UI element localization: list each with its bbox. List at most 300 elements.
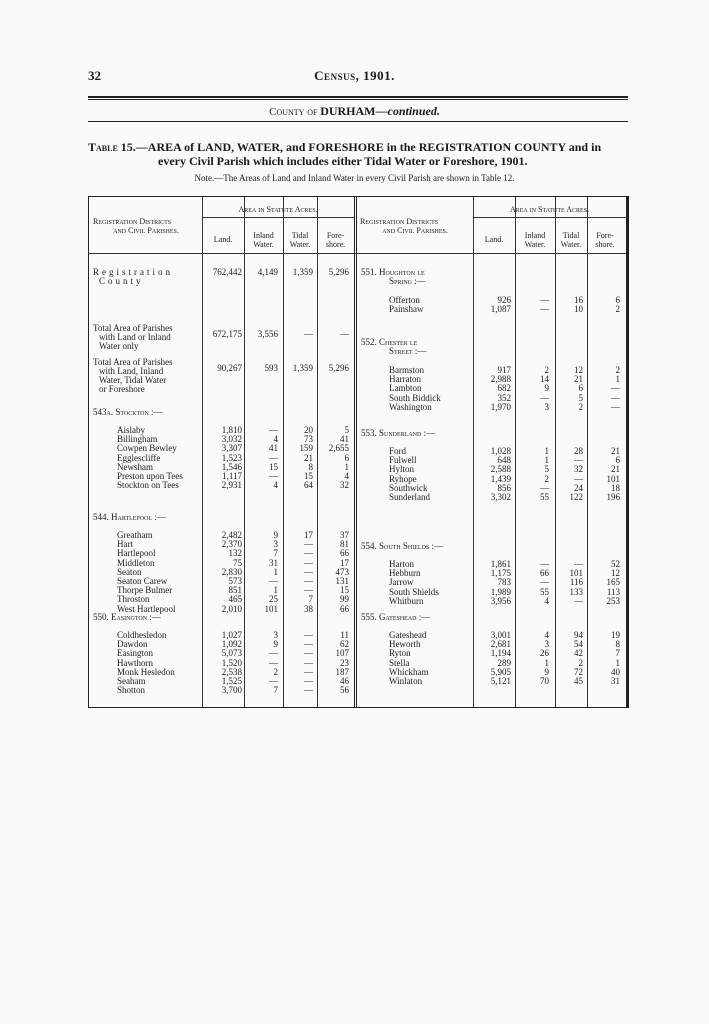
parish-cell-land: 856 <box>497 482 511 493</box>
parish-cell-tidal: 32 <box>574 464 583 475</box>
parish-cell-land: 2,830 <box>221 566 242 577</box>
header-tidal-2-right: Water. <box>560 240 582 249</box>
parish-cell-fore: 107 <box>335 648 349 659</box>
parish-cell-fore: 165 <box>606 577 620 588</box>
parish-cell-tidal: — <box>304 666 313 677</box>
group-rule <box>473 217 626 218</box>
header-bottom-rule <box>89 253 626 254</box>
parish-name: Hawthorn <box>117 657 153 668</box>
parish-cell-land: 3,307 <box>221 443 242 454</box>
summary-cell-fore: 5,296 <box>328 267 349 277</box>
parish-cell-tidal: — <box>304 685 313 696</box>
parish-name: Whitburn <box>389 595 424 606</box>
mid-rule <box>354 197 357 707</box>
parish-cell-inland: — <box>269 576 278 586</box>
parish-cell-inland: 1 <box>544 446 549 456</box>
parish-name: Offerton <box>389 295 420 305</box>
parish-cell-fore: 66 <box>340 548 349 559</box>
parish-cell-land: 352 <box>497 392 511 403</box>
table-title-line-1: —AREA of LAND, WATER, and FORESHORE in the REGISTRATION COUNTY and in <box>135 140 602 154</box>
group-rule <box>202 217 354 218</box>
parish-cell-fore: 473 <box>335 566 349 577</box>
parish-name: West Hartlepool <box>117 603 176 614</box>
section-heading: 552. Chester le <box>361 337 418 347</box>
parish-cell-land: 648 <box>497 455 511 466</box>
header-rule <box>88 96 628 98</box>
parish-cell-land: 1,092 <box>221 639 242 650</box>
parish-cell-inland: 3 <box>544 639 549 650</box>
parish-cell-tidal: 2 <box>578 657 583 668</box>
parish-cell-land: 682 <box>497 383 511 394</box>
parish-name: Southwick <box>389 482 428 493</box>
parish-name: Lambton <box>389 383 422 394</box>
parish-cell-inland: 9 <box>273 639 278 650</box>
parish-cell-land: 2,988 <box>490 374 511 385</box>
parish-name: Easington <box>117 648 153 659</box>
parish-name: Monk Hesledon <box>117 666 175 677</box>
county-prefix: County of <box>269 106 318 118</box>
parish-cell-inland: 3 <box>544 401 549 412</box>
parish-name: Washington <box>389 401 432 412</box>
parish-cell-inland: 3 <box>273 539 278 550</box>
parish-cell-tidal: 94 <box>574 630 583 640</box>
parish-cell-fore: 6 <box>344 452 349 463</box>
table-note: Note.—The Areas of Land and Inland Water in every Civil Parish are shown in Table 12. <box>194 173 515 183</box>
table-label: Table 15. <box>88 140 136 154</box>
parish-cell-fore: 5 <box>344 425 349 435</box>
parish-cell-fore: 17 <box>340 557 349 568</box>
header-rule-thin <box>88 99 628 100</box>
parish-name: Hartlepool <box>117 548 156 559</box>
parish-cell-tidal: — <box>304 566 313 577</box>
parish-cell-land: 1,439 <box>490 473 511 484</box>
parish-name: Dawdon <box>117 639 148 650</box>
parish-cell-tidal: 8 <box>308 461 313 472</box>
parish-cell-land: 3,956 <box>490 595 511 606</box>
parish-cell-tidal: 2 <box>578 401 583 412</box>
parish-name: Barmston <box>389 365 424 375</box>
parish-cell-land: 289 <box>497 657 511 668</box>
header-fore-1: Fore- <box>326 231 345 240</box>
parish-name: Hart <box>117 539 133 550</box>
summary-label: with Land, Inland <box>99 366 164 376</box>
summary-cell-inland: 4,149 <box>257 267 278 277</box>
parish-cell-inland: 26 <box>540 648 549 659</box>
parish-cell-fore: 101 <box>606 473 620 484</box>
summary-cell-tidal: 1,359 <box>292 363 313 373</box>
parish-cell-fore: 4 <box>344 471 349 481</box>
summary-label: with Land or Inland <box>99 332 171 342</box>
parish-name: Harton <box>389 559 414 569</box>
summary-cell-inland: 593 <box>264 363 278 373</box>
parish-cell-tidal: — <box>304 657 313 668</box>
parish-cell-tidal: 133 <box>569 586 583 597</box>
parish-cell-tidal: — <box>304 630 313 640</box>
parish-cell-tidal: — <box>304 676 313 686</box>
parish-cell-fore: 23 <box>340 657 349 668</box>
parish-cell-land: 5,905 <box>490 666 511 677</box>
parish-cell-inland: — <box>269 471 278 481</box>
section-heading: 553. Sunderland :— <box>361 428 436 438</box>
page-number: 32 <box>88 68 101 83</box>
parish-name: Preston upon Tees <box>117 471 183 481</box>
parish-cell-land: 1,989 <box>490 586 511 597</box>
parish-cell-fore: — <box>611 392 620 403</box>
parish-name: Middleton <box>117 557 155 568</box>
parish-cell-fore: 253 <box>606 595 620 606</box>
parish-cell-inland: — <box>540 304 549 315</box>
parish-name: Fulwell <box>389 455 417 466</box>
summary-label: Water, Tidal Water <box>99 375 167 385</box>
summary-cell-land: 90,267 <box>217 363 242 373</box>
section-heading: 544. Hartlepool :— <box>93 512 166 522</box>
section-heading: 554. South Shields :— <box>361 541 444 551</box>
summary-label: Registration <box>93 267 173 277</box>
section-heading-2: Spring :— <box>389 276 426 286</box>
section-heading: 551. Houghton le <box>361 267 425 277</box>
county-name: DURHAM <box>320 104 376 118</box>
parish-cell-tidal: 16 <box>574 295 583 305</box>
parish-cell-tidal: 72 <box>574 666 583 677</box>
parish-cell-fore: 187 <box>335 666 349 677</box>
parish-cell-land: 3,302 <box>490 492 511 502</box>
parish-cell-land: 1,810 <box>221 425 242 435</box>
parish-cell-inland: 4 <box>273 480 278 491</box>
parish-cell-inland: 9 <box>544 666 549 677</box>
parish-cell-land: 132 <box>228 548 242 559</box>
parish-name: Egglescliffe <box>117 452 161 463</box>
parish-cell-fore: 56 <box>340 685 349 696</box>
parish-cell-land: 1,861 <box>490 559 511 569</box>
parish-name: Whickham <box>389 666 429 677</box>
parish-cell-fore: 2 <box>615 304 620 315</box>
parish-cell-tidal: — <box>574 595 583 606</box>
parish-cell-tidal: 7 <box>308 594 313 605</box>
summary-cell-land: 762,442 <box>212 267 242 277</box>
parish-cell-fore: 81 <box>340 539 349 550</box>
table-title-line-2: every Civil Parish which includes either Tidal Water or Foreshore, 1901. <box>158 154 528 168</box>
parish-name: Seaton <box>117 566 142 577</box>
parish-cell-tidal: 12 <box>574 365 583 375</box>
parish-cell-land: 2,588 <box>490 464 511 475</box>
header-districts-2: and Civil Parishes. <box>113 226 179 235</box>
parish-cell-land: 783 <box>497 577 511 588</box>
parish-cell-inland: — <box>269 657 278 668</box>
parish-cell-fore: 6 <box>615 455 620 466</box>
parish-name: South Shields <box>389 586 439 597</box>
parish-cell-tidal: — <box>304 648 313 659</box>
parish-cell-land: 926 <box>497 295 511 305</box>
parish-cell-land: 1,175 <box>490 568 511 579</box>
summary-cell-fore: — <box>340 329 349 339</box>
parish-name: Shotton <box>117 685 146 696</box>
parish-cell-fore: 66 <box>340 603 349 614</box>
parish-cell-land: 2,681 <box>490 639 511 650</box>
parish-cell-tidal: 21 <box>304 452 313 463</box>
parish-name: Heworth <box>389 639 421 650</box>
parish-cell-tidal: — <box>304 585 313 596</box>
parish-cell-inland: 31 <box>269 557 278 568</box>
parish-cell-land: 1,970 <box>490 401 511 412</box>
parish-cell-inland: 2 <box>544 473 549 484</box>
parish-cell-inland: — <box>269 425 278 435</box>
parish-cell-tidal: 54 <box>574 639 583 650</box>
parish-cell-fore: 6 <box>615 295 620 305</box>
parish-name: Seaham <box>117 676 146 686</box>
parish-name: Stella <box>389 657 410 668</box>
county-rule <box>88 121 628 122</box>
parish-cell-inland: 5 <box>544 464 549 475</box>
section-heading: 555. Gateshead :— <box>361 612 431 622</box>
parish-cell-inland: — <box>540 392 549 403</box>
parish-name: Greatham <box>117 530 153 540</box>
summary-cell-tidal: — <box>304 329 313 339</box>
parish-cell-inland: 25 <box>269 594 278 605</box>
parish-cell-fore: 62 <box>340 639 349 650</box>
parish-cell-tidal: 6 <box>578 383 583 394</box>
parish-name: Billingham <box>117 434 158 445</box>
parish-cell-fore: 131 <box>335 576 349 586</box>
parish-cell-inland: 70 <box>540 676 549 686</box>
parish-name: Newsham <box>117 461 153 472</box>
parish-cell-fore: 2 <box>615 365 620 375</box>
parish-cell-tidal: — <box>304 548 313 559</box>
parish-cell-tidal: 122 <box>569 492 583 502</box>
parish-cell-inland: 4 <box>544 595 549 606</box>
parish-name: Winlaton <box>389 676 423 686</box>
parish-cell-fore: 32 <box>340 480 349 491</box>
parish-cell-fore: 40 <box>611 666 620 677</box>
parish-cell-fore: 1 <box>344 461 349 472</box>
parish-cell-tidal: — <box>574 559 583 569</box>
parish-cell-land: 2,931 <box>221 480 242 491</box>
header-tidal-2: Water. <box>289 240 311 249</box>
parish-cell-inland: — <box>540 577 549 588</box>
summary-label: Water only <box>99 341 139 351</box>
parish-cell-tidal: 64 <box>304 480 313 491</box>
parish-cell-inland: 2 <box>273 666 278 677</box>
parish-cell-fore: 12 <box>611 568 620 579</box>
parish-cell-fore: 8 <box>615 639 620 650</box>
parish-cell-inland: — <box>269 648 278 659</box>
parish-cell-inland: — <box>540 482 549 493</box>
header-inland-1-right: Inland <box>524 231 546 240</box>
summary-cell-land: 672,175 <box>212 329 242 339</box>
parish-cell-inland: 14 <box>540 374 549 385</box>
header-tidal-1: Tidal <box>291 231 309 240</box>
parish-cell-inland: 55 <box>540 586 549 597</box>
county-heading <box>0 104 709 119</box>
parish-cell-inland: — <box>540 295 549 305</box>
parish-cell-inland: — <box>269 676 278 686</box>
summary-cell-inland: 3,556 <box>257 329 278 339</box>
parish-cell-tidal: — <box>574 455 583 466</box>
parish-cell-land: 5,121 <box>490 676 511 686</box>
parish-cell-tidal: — <box>304 539 313 550</box>
parish-name: Hylton <box>389 464 415 475</box>
parish-cell-inland: 1 <box>544 657 549 668</box>
parish-cell-tidal: 24 <box>574 482 583 493</box>
parish-cell-land: 1,525 <box>221 676 242 686</box>
header-districts-1: Registration Districts <box>93 217 172 226</box>
parish-cell-land: 3,001 <box>490 630 511 640</box>
section-heading-2: Street :— <box>389 346 427 356</box>
parish-cell-tidal: 10 <box>574 304 583 315</box>
parish-cell-tidal: — <box>574 473 583 484</box>
parish-cell-tidal: 42 <box>574 648 583 659</box>
parish-name: Sunderland <box>389 492 430 502</box>
parish-cell-fore: 1 <box>615 657 620 668</box>
parish-name: Thorpe Bulmer <box>117 585 173 596</box>
area-table <box>88 196 629 708</box>
parish-cell-tidal: 5 <box>578 392 583 403</box>
county-suffix: —continued. <box>375 104 440 118</box>
summary-label: or Foreshore <box>99 384 145 394</box>
parish-name: Stockton on Tees <box>117 480 179 491</box>
parish-cell-land: 1,028 <box>490 446 511 456</box>
section-heading: 543a. Stockton :— <box>93 407 163 417</box>
parish-cell-land: 1,087 <box>490 304 511 315</box>
parish-cell-land: 75 <box>233 557 242 568</box>
parish-cell-inland: 1 <box>273 585 278 596</box>
parish-cell-fore: 7 <box>615 648 620 659</box>
parish-cell-tidal: 15 <box>304 471 313 481</box>
parish-cell-land: 1,194 <box>490 648 511 659</box>
parish-cell-fore: 46 <box>340 676 349 686</box>
header-inland-2: Water. <box>253 240 274 249</box>
parish-cell-fore: 11 <box>340 630 349 640</box>
parish-cell-inland: 7 <box>273 548 278 559</box>
parish-cell-tidal: 17 <box>304 530 313 540</box>
parish-name: Aislaby <box>117 425 145 435</box>
parish-cell-tidal: 159 <box>299 443 313 454</box>
parish-cell-inland: 9 <box>544 383 549 394</box>
parish-cell-land: 465 <box>228 594 242 605</box>
parish-cell-inland: 2 <box>544 365 549 375</box>
header-districts-1-right: Registration Districts <box>360 217 439 226</box>
parish-cell-tidal: 73 <box>304 434 313 445</box>
parish-cell-fore: 18 <box>611 482 620 493</box>
parish-cell-tidal: 20 <box>304 425 313 435</box>
parish-name: Throston <box>117 594 150 605</box>
parish-cell-inland: — <box>269 452 278 463</box>
parish-name: South Biddick <box>389 392 441 403</box>
parish-name: Cowpen Bewley <box>117 443 177 454</box>
parish-cell-inland: — <box>540 559 549 569</box>
parish-cell-fore: 37 <box>340 530 349 540</box>
header-tidal-1-right: Tidal <box>562 231 580 240</box>
running-title: Census, 1901. <box>314 68 395 83</box>
header-land-right: Land. <box>484 235 504 244</box>
parish-cell-inland: 4 <box>273 434 278 445</box>
parish-cell-tidal: 116 <box>569 577 583 588</box>
parish-name: Ford <box>389 446 407 456</box>
parish-cell-inland: 15 <box>269 461 278 472</box>
summary-cell-tidal: 1,359 <box>292 267 313 277</box>
parish-cell-fore: 1 <box>615 374 620 385</box>
summary-label: Total Area of Parishes <box>93 357 173 367</box>
parish-cell-fore: 21 <box>611 464 620 475</box>
parish-cell-land: 2,538 <box>221 666 242 677</box>
parish-cell-tidal: — <box>304 557 313 568</box>
parish-cell-tidal: 28 <box>574 446 583 456</box>
parish-cell-tidal: 21 <box>574 374 583 385</box>
parish-name: Coldhesledon <box>117 630 167 640</box>
parish-cell-fore: 2,655 <box>328 443 349 454</box>
summary-cell-fore: 5,296 <box>328 363 349 373</box>
summary-label: County <box>99 276 144 286</box>
header-fore-2: shore. <box>325 240 346 249</box>
parish-cell-land: 573 <box>228 576 242 586</box>
parish-name: Jarrow <box>389 577 414 588</box>
parish-cell-land: 2,370 <box>221 539 242 550</box>
parish-cell-inland: 55 <box>540 492 549 502</box>
parish-cell-land: 1,523 <box>221 452 242 463</box>
parish-name: Hebburn <box>389 568 421 579</box>
parish-cell-inland: 7 <box>273 685 278 696</box>
parish-cell-inland: 66 <box>540 568 549 579</box>
parish-cell-inland: 9 <box>273 530 278 540</box>
parish-cell-land: 1,520 <box>221 657 242 668</box>
parish-cell-land: 2,010 <box>221 603 242 614</box>
parish-cell-land: 1,027 <box>221 630 242 640</box>
parish-cell-inland: 4 <box>544 630 549 640</box>
parish-cell-land: 1,546 <box>221 461 242 472</box>
parish-cell-fore: 41 <box>340 434 349 445</box>
parish-cell-inland: 1 <box>273 566 278 577</box>
section-heading: 550. Easington :— <box>93 612 161 622</box>
parish-cell-tidal: 38 <box>304 603 313 614</box>
parish-cell-fore: 99 <box>340 594 349 605</box>
parish-cell-inland: 41 <box>269 443 278 454</box>
parish-cell-fore: 21 <box>611 446 620 456</box>
header-land: Land. <box>213 235 233 244</box>
header-area-group: Area in Statute Acres. <box>238 205 318 214</box>
parish-cell-tidal: 101 <box>569 568 583 579</box>
header-fore-2-right: shore. <box>595 240 615 249</box>
parish-name: Gateshead <box>389 630 427 640</box>
parish-cell-fore: 113 <box>606 586 620 597</box>
parish-cell-fore: — <box>611 401 620 412</box>
parish-cell-inland: 101 <box>264 603 278 614</box>
parish-cell-land: 2,482 <box>221 530 242 540</box>
parish-cell-tidal: 45 <box>574 676 583 686</box>
parish-name: Ryton <box>389 648 411 659</box>
parish-cell-land: 851 <box>228 585 242 596</box>
parish-cell-inland: 3 <box>273 630 278 640</box>
header-inland-2-right: Water. <box>524 240 546 249</box>
parish-cell-tidal: — <box>304 576 313 586</box>
parish-cell-fore: 19 <box>611 630 620 640</box>
summary-label: Total Area of Parishes <box>93 323 173 333</box>
parish-cell-tidal: — <box>304 639 313 650</box>
parish-cell-fore: 196 <box>606 492 620 502</box>
parish-name: Harraton <box>389 374 421 385</box>
parish-cell-fore: 31 <box>611 676 620 686</box>
parish-cell-land: 5,073 <box>221 648 242 659</box>
parish-name: Painshaw <box>389 304 424 315</box>
header-fore-1-right: Fore- <box>596 231 614 240</box>
parish-cell-inland: 1 <box>544 455 549 466</box>
header-districts-2-right: and Civil Parishes. <box>382 226 448 235</box>
parish-cell-land: 3,032 <box>221 434 242 445</box>
parish-cell-land: 3,700 <box>221 685 242 696</box>
header-area-group-right: Area in Statute Acres. <box>509 205 590 214</box>
parish-cell-fore: 52 <box>611 559 620 569</box>
parish-cell-fore: 15 <box>340 585 349 596</box>
parish-cell-fore: — <box>611 383 620 394</box>
header-inland-1: Inland <box>253 231 274 240</box>
